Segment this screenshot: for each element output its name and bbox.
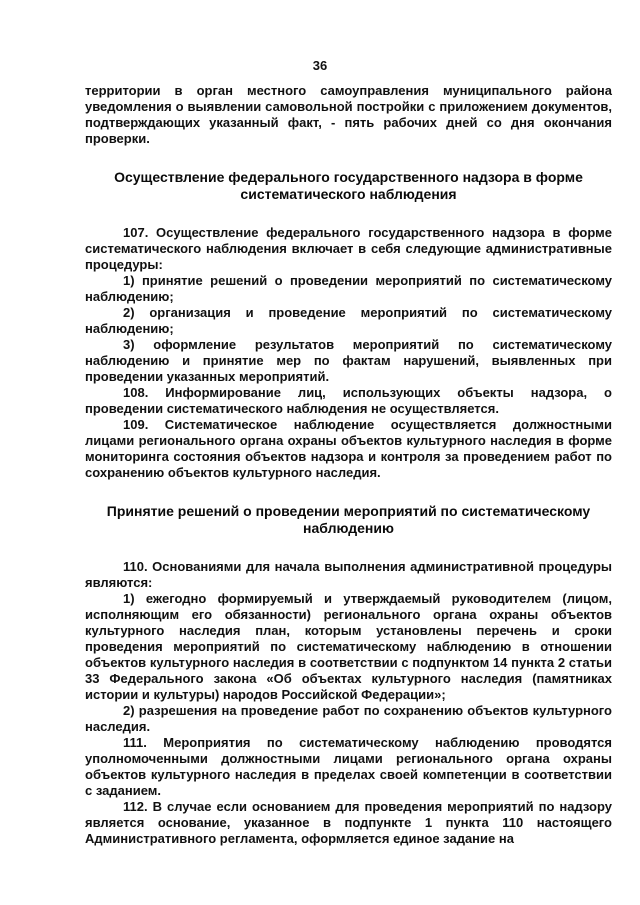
page-number: 36 <box>312 58 328 73</box>
paragraph-107: 107. Осуществление федерального государственного надзора в форме систематического наблюдения включает в себя следующие административные процедуры: <box>85 225 612 272</box>
paragraph-110: 110. Основаниями для начала выполнения административной процедуры являются: <box>85 559 612 590</box>
document-body <box>85 83 612 847</box>
paragraph-109: 109. Систематическое наблюдение осуществляется должностными лицами регионального органа охраны объектов культурного наследия в форме мониторинга состояния объектов надзора и контроля за проведением работ по сохранению объектов культурного наследия. <box>85 417 612 480</box>
paragraph-112: 112. В случае если основанием для проведения мероприятий по надзору является основание, указанное в подпункте 1 пункта 110 настоящего Административного регламента, оформляется единое задание на <box>85 799 612 846</box>
paragraph-110-item-1: 1) ежегодно формируемый и утверждаемый руководителем (лицом, исполняющим его обязанности) регионального органа охраны объектов культурного наследия план, которым установлены перечень и сроки проведения мероприятий по систематическому наблюдению в отношении объектов культурного наследия в соответствии с подпунктом 14 пункта 2 статьи 33 Федерального закона «Об объектах культурного наследия (памятниках истории и культуры) народов Российской Федерации»; <box>85 591 612 702</box>
section-heading-systematic-observation: Осуществление федерального государственного надзора в форме систематического наблюдения <box>114 169 583 202</box>
paragraph-107-item-1: 1) принятие решений о проведении мероприятий по систематическому наблюдению; <box>85 273 612 304</box>
paragraph-110-item-2: 2) разрешения на проведение работ по сохранению объектов культурного наследия. <box>85 703 612 734</box>
paragraph-107-item-3: 3) оформление результатов мероприятий по систематическому наблюдению и принятие мер по фактам нарушений, выявленных при проведении указанных мероприятий. <box>85 337 612 384</box>
paragraph-111: 111. Мероприятия по систематическому наблюдению проводятся уполномоченными должностными лицами регионального органа охраны объектов культурного наследия в пределах своей компетенции в соответствии с заданием. <box>85 735 612 798</box>
paragraph-continuation: территории в орган местного самоуправления муниципального района уведомления о выявлении самовольной постройки с приложением документов, подтверждающих указанный факт, - пять рабочих дней со дня окончания проверки. <box>85 83 612 146</box>
paragraph-108: 108. Информирование лиц, использующих объекты надзора, о проведении систематического наблюдения не осуществляется. <box>85 385 612 416</box>
paragraph-107-item-2: 2) организация и проведение мероприятий по систематическому наблюдению; <box>85 305 612 336</box>
section-heading-decision-making: Принятие решений о проведении мероприятий по систематическому наблюдению <box>106 503 591 536</box>
